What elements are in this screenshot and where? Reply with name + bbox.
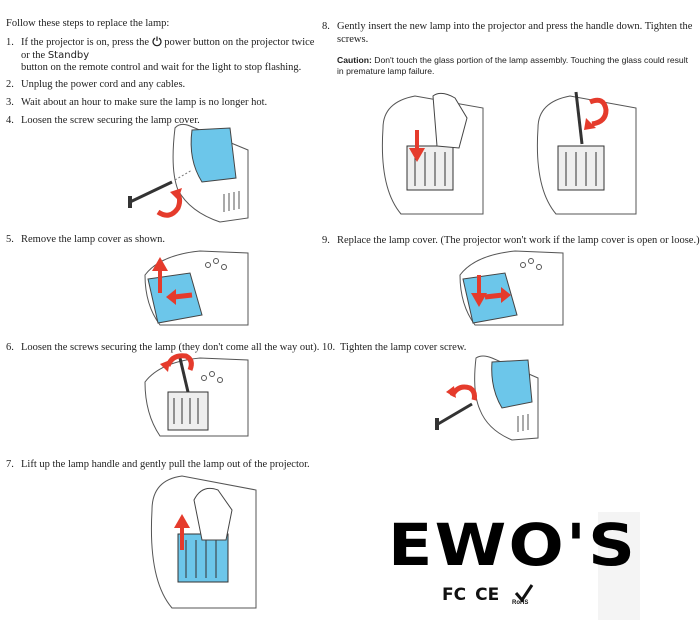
power-icon [152,37,162,48]
step-1-text-b: power button on the projector twice [161,37,315,48]
figure-remove-cover [140,245,250,330]
standby-key: Standby [47,50,90,61]
step-text: Unplug the power cord and any cables. [21,79,186,90]
intro-text: Follow these steps to replace the lamp: [6,18,170,29]
step-text: Tighten the lamp cover screw. [340,342,467,353]
step-text: Lift up the lamp handle and gently pull the lamp out of the projector. [21,459,310,470]
step-text: Replace the lamp cover. (The projector won't work if the lamp cover is open or loose.) [337,235,700,246]
caution-text: Don't touch the glass portion of the lamp assembly. Touching the glass could result [371,55,688,65]
figure-pull-lamp-out [142,470,260,610]
step-number: 4. [6,115,14,126]
ce-mark: CE [475,585,500,605]
fcc-mark: FC [442,585,467,605]
step-text: Loosen the screw securing the lamp cover. [21,115,200,126]
step-number: 6. [6,342,14,353]
step-8-line2: screws. [337,34,369,45]
figure-loosen-cover-screw [120,120,250,225]
step-1 [6,36,314,49]
step-number: 2. [6,79,14,90]
step-1-text-c: or the [21,50,48,61]
step-text: Gently insert the new lamp into the projector and press the handle down. Tighten the [337,21,693,32]
figure-tighten-cover-screw [432,352,540,442]
caution-label: Caution: [337,55,372,65]
step-text: Wait about an hour to make sure the lamp is no longer hot. [21,97,268,108]
figure-tighten-lamp-screws [530,88,638,216]
brand-logo: EWO'S [388,511,638,579]
step-2 [6,78,185,91]
figure-loosen-lamp-screws [140,352,250,440]
step-number: 1. [6,37,14,48]
figure-replace-cover [455,245,565,330]
step-number: 9. [322,235,330,246]
step-8 [322,20,692,33]
step-1-line3: button on the remote control and wait for the light to stop flashing. [21,62,302,73]
step-number: 3. [6,97,14,108]
step-number: 10. [322,342,336,353]
certification-marks [442,585,508,605]
step-number: 5. [6,234,14,245]
rohs-label: RoHS [512,600,529,606]
figure-insert-new-lamp [375,88,485,216]
caution-note [337,55,688,66]
caution-note-line2: in premature lamp failure. [337,66,435,76]
step-3 [6,96,267,109]
step-text: Loosen the screws securing the lamp (they don't come all the way out). [21,342,320,353]
step-number: 7. [6,459,14,470]
step-number: 8. [322,21,330,32]
step-text: Remove the lamp cover as shown. [21,234,166,245]
step-1-text-a: If the projector is on, press the [21,37,152,48]
